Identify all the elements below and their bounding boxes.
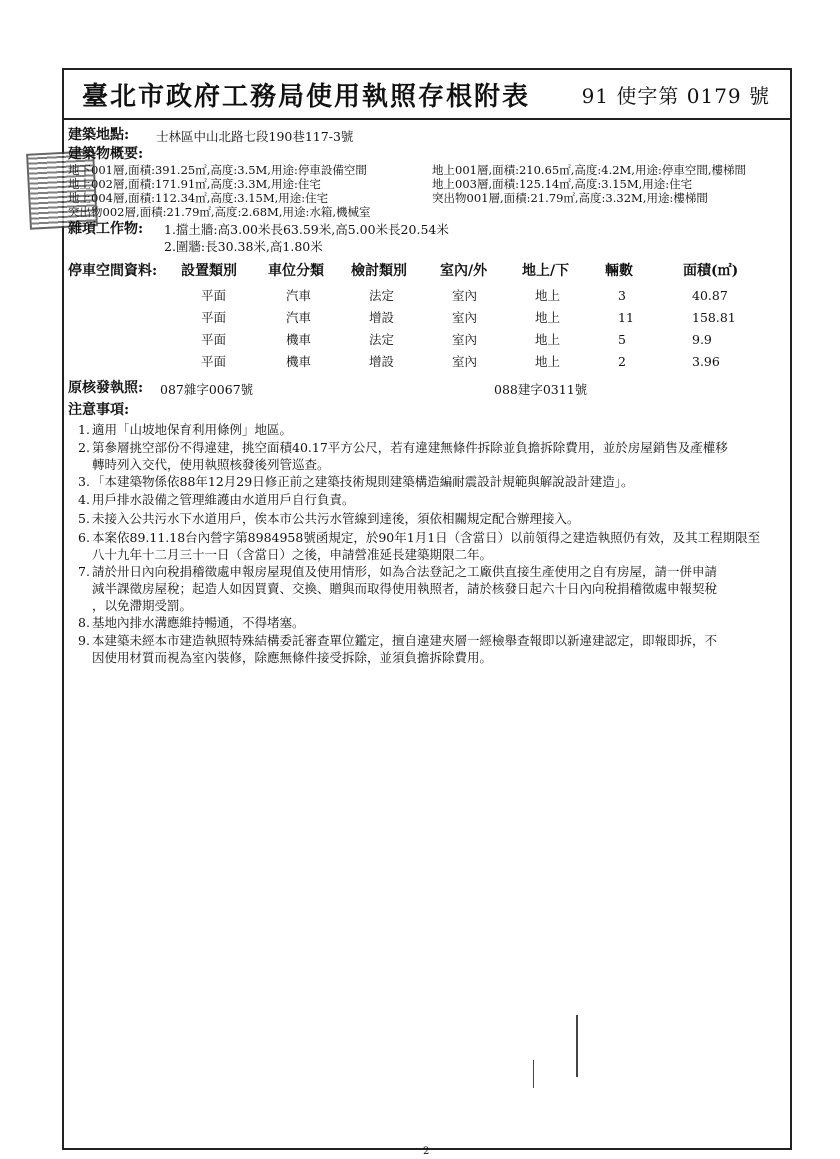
parking-header-6: 輛數 (605, 263, 633, 279)
parking-cell: 機車 (286, 354, 312, 369)
permit-number: 91 使字第 0179 號 (581, 84, 770, 108)
note-line: 第參層挑空部份不得違建，挑空面積40.17平方公尺，若有違建無條件拆除並負擔拆除費用，並於房屋銷售及產權移 (92, 440, 728, 455)
parking-label: 停車空間資料: (68, 263, 158, 279)
address-value: 士林區中山北路七段190巷117-3號 (156, 129, 354, 144)
note-item (78, 421, 790, 438)
parking-cell: 平面 (201, 288, 227, 303)
parking-cell: 法定 (369, 332, 395, 347)
scan-mark (576, 1015, 578, 1077)
note-item (78, 632, 790, 666)
parking-cell: 平面 (201, 354, 227, 369)
parking-cell: 9.9 (692, 332, 712, 347)
scan-mark (533, 1060, 534, 1088)
parking-cell: 汽車 (286, 310, 312, 325)
note-line: ，以免滯期受罰。 (92, 598, 193, 613)
note-item (78, 614, 790, 631)
overview-left-2: 地上002層,面積:171.91㎡,高度:3.3M,用途:住宅 (68, 177, 321, 191)
note-line: 八十九年十二月三十一日（含當日）之後，申請營准延長建築期限二年。 (92, 547, 493, 562)
misc-item-1: 1.擋土牆:高3.00米長63.59米,高5.00米長20.54米 (164, 222, 449, 237)
note-line: 請於卅日內向稅捐稽徵處申報房屋現值及使用情形，如為合法登記之工廠供直接生產使用之自有房屋，請一併申請 (92, 564, 718, 579)
note-number: 8. (78, 615, 90, 630)
note-line: 適用「山坡地保育利用條例」地區。 (92, 422, 293, 437)
overview-left-3: 地上004層,面積:112.34㎡,高度:3.15M,用途:住宅 (68, 191, 329, 205)
note-number: 7. (78, 564, 90, 579)
overview-left-4: 突出物002層,面積:21.79㎡,高度:2.68M,用途:水箱,機械室 (68, 205, 371, 219)
note-line: 未接入公共污水下水道用戶，俟本市公共污水管線到達後，須依相關規定配合辦理接入。 (92, 511, 580, 526)
note-item (78, 439, 790, 473)
parking-header-7: 面積(㎡) (683, 263, 739, 279)
parking-header-3: 檢討類別 (351, 263, 407, 279)
note-number: 5. (78, 511, 90, 526)
parking-cell: 地上 (535, 288, 561, 303)
parking-header-4: 室內/外 (440, 263, 488, 279)
parking-cell: 室內 (452, 288, 478, 303)
note-line: 「本建築物係依88年12月29日修正前之建築技術規則建築構造編耐震設計規範與解說設計建造」。 (92, 474, 634, 489)
parking-cell: 40.87 (692, 288, 728, 303)
original-license-label: 原核發執照: (68, 380, 144, 396)
note-item (78, 529, 790, 563)
parking-cell: 11 (618, 310, 634, 325)
parking-header-1: 設置類別 (181, 263, 237, 279)
overview-right-3: 突出物001層,面積:21.79㎡,高度:3.32M,用途:樓梯間 (432, 191, 708, 205)
note-number: 9. (78, 633, 90, 648)
note-line: 基地內排水溝應維持暢通，不得堵塞。 (92, 615, 305, 630)
note-item (78, 473, 790, 490)
parking-cell: 室內 (452, 332, 478, 347)
title-row (62, 68, 792, 120)
parking-header-2: 車位分類 (268, 263, 324, 279)
document-title: 臺北市政府工務局使用執照存根附表 (82, 82, 531, 112)
original-license-2: 088建字0311號 (494, 382, 588, 397)
parking-cell: 室內 (452, 354, 478, 369)
note-line: 因使用材質而視為室內裝修，除應無條件接受拆除，並須負擔拆除費用。 (92, 650, 493, 665)
note-item (78, 510, 790, 527)
parking-cell: 2 (618, 354, 626, 369)
parking-cell: 平面 (201, 310, 227, 325)
parking-cell: 3 (618, 288, 626, 303)
parking-cell: 機車 (286, 332, 312, 347)
original-license-1: 087雜字0067號 (160, 382, 254, 397)
parking-cell: 汽車 (286, 288, 312, 303)
note-item (78, 563, 790, 614)
note-number: 6. (78, 530, 90, 545)
note-number: 3. (78, 474, 90, 489)
misc-label: 雜項工作物: (68, 221, 144, 237)
parking-cell: 地上 (535, 310, 561, 325)
note-line: 減半課徵房屋稅；起造人如因買賣、交換、贈與而取得使用執照者，請於核發日起六十日內向稅捐稽徵處申報契稅 (92, 581, 718, 596)
parking-cell: 增設 (369, 310, 395, 325)
parking-cell: 158.81 (692, 310, 736, 325)
overview-right-1: 地上001層,面積:210.65㎡,高度:4.2M,用途:停車空間,樓梯間 (432, 163, 746, 177)
overview-left-1: 地下001層,面積:391.25㎡,高度:3.5M,用途:停車設備空間 (68, 163, 367, 177)
overview-label: 建築物概要: (68, 146, 144, 162)
page-number: 2 (423, 1146, 430, 1157)
overview-right-2: 地上003層,面積:125.14㎡,高度:3.15M,用途:住宅 (432, 177, 693, 191)
notes-label: 注意事項: (68, 402, 130, 418)
parking-cell: 室內 (452, 310, 478, 325)
parking-cell: 地上 (535, 332, 561, 347)
parking-cell: 平面 (201, 332, 227, 347)
parking-cell: 增設 (369, 354, 395, 369)
parking-header-5: 地上/下 (522, 263, 570, 279)
note-number: 1. (78, 422, 90, 437)
parking-cell: 3.96 (692, 354, 720, 369)
note-line: 用戶排水設備之管理維護由水道用戶自行負責。 (92, 492, 355, 507)
note-number: 2. (78, 440, 90, 455)
note-item (78, 491, 790, 508)
note-line: 本建築未經本市建造執照特殊結構委託審查單位鑑定，擅自違建夾層一經檢舉查報即以新違建認定，即報即拆，不 (92, 633, 718, 648)
address-label: 建築地點: (68, 127, 130, 143)
parking-cell: 5 (618, 332, 626, 347)
note-line: 本案依89.11.18台內營字第8984958號函規定，於90年1月1日（含當日）以前領得之建造執照仍有效，及其工程期限至 (92, 530, 761, 545)
note-line: 轉時列入交代，使用執照核發後列管巡查。 (92, 457, 330, 472)
parking-cell: 地上 (535, 354, 561, 369)
note-number: 4. (78, 492, 90, 507)
parking-cell: 法定 (369, 288, 395, 303)
misc-item-2: 2.圍牆:長30.38米,高1.80米 (164, 239, 323, 254)
